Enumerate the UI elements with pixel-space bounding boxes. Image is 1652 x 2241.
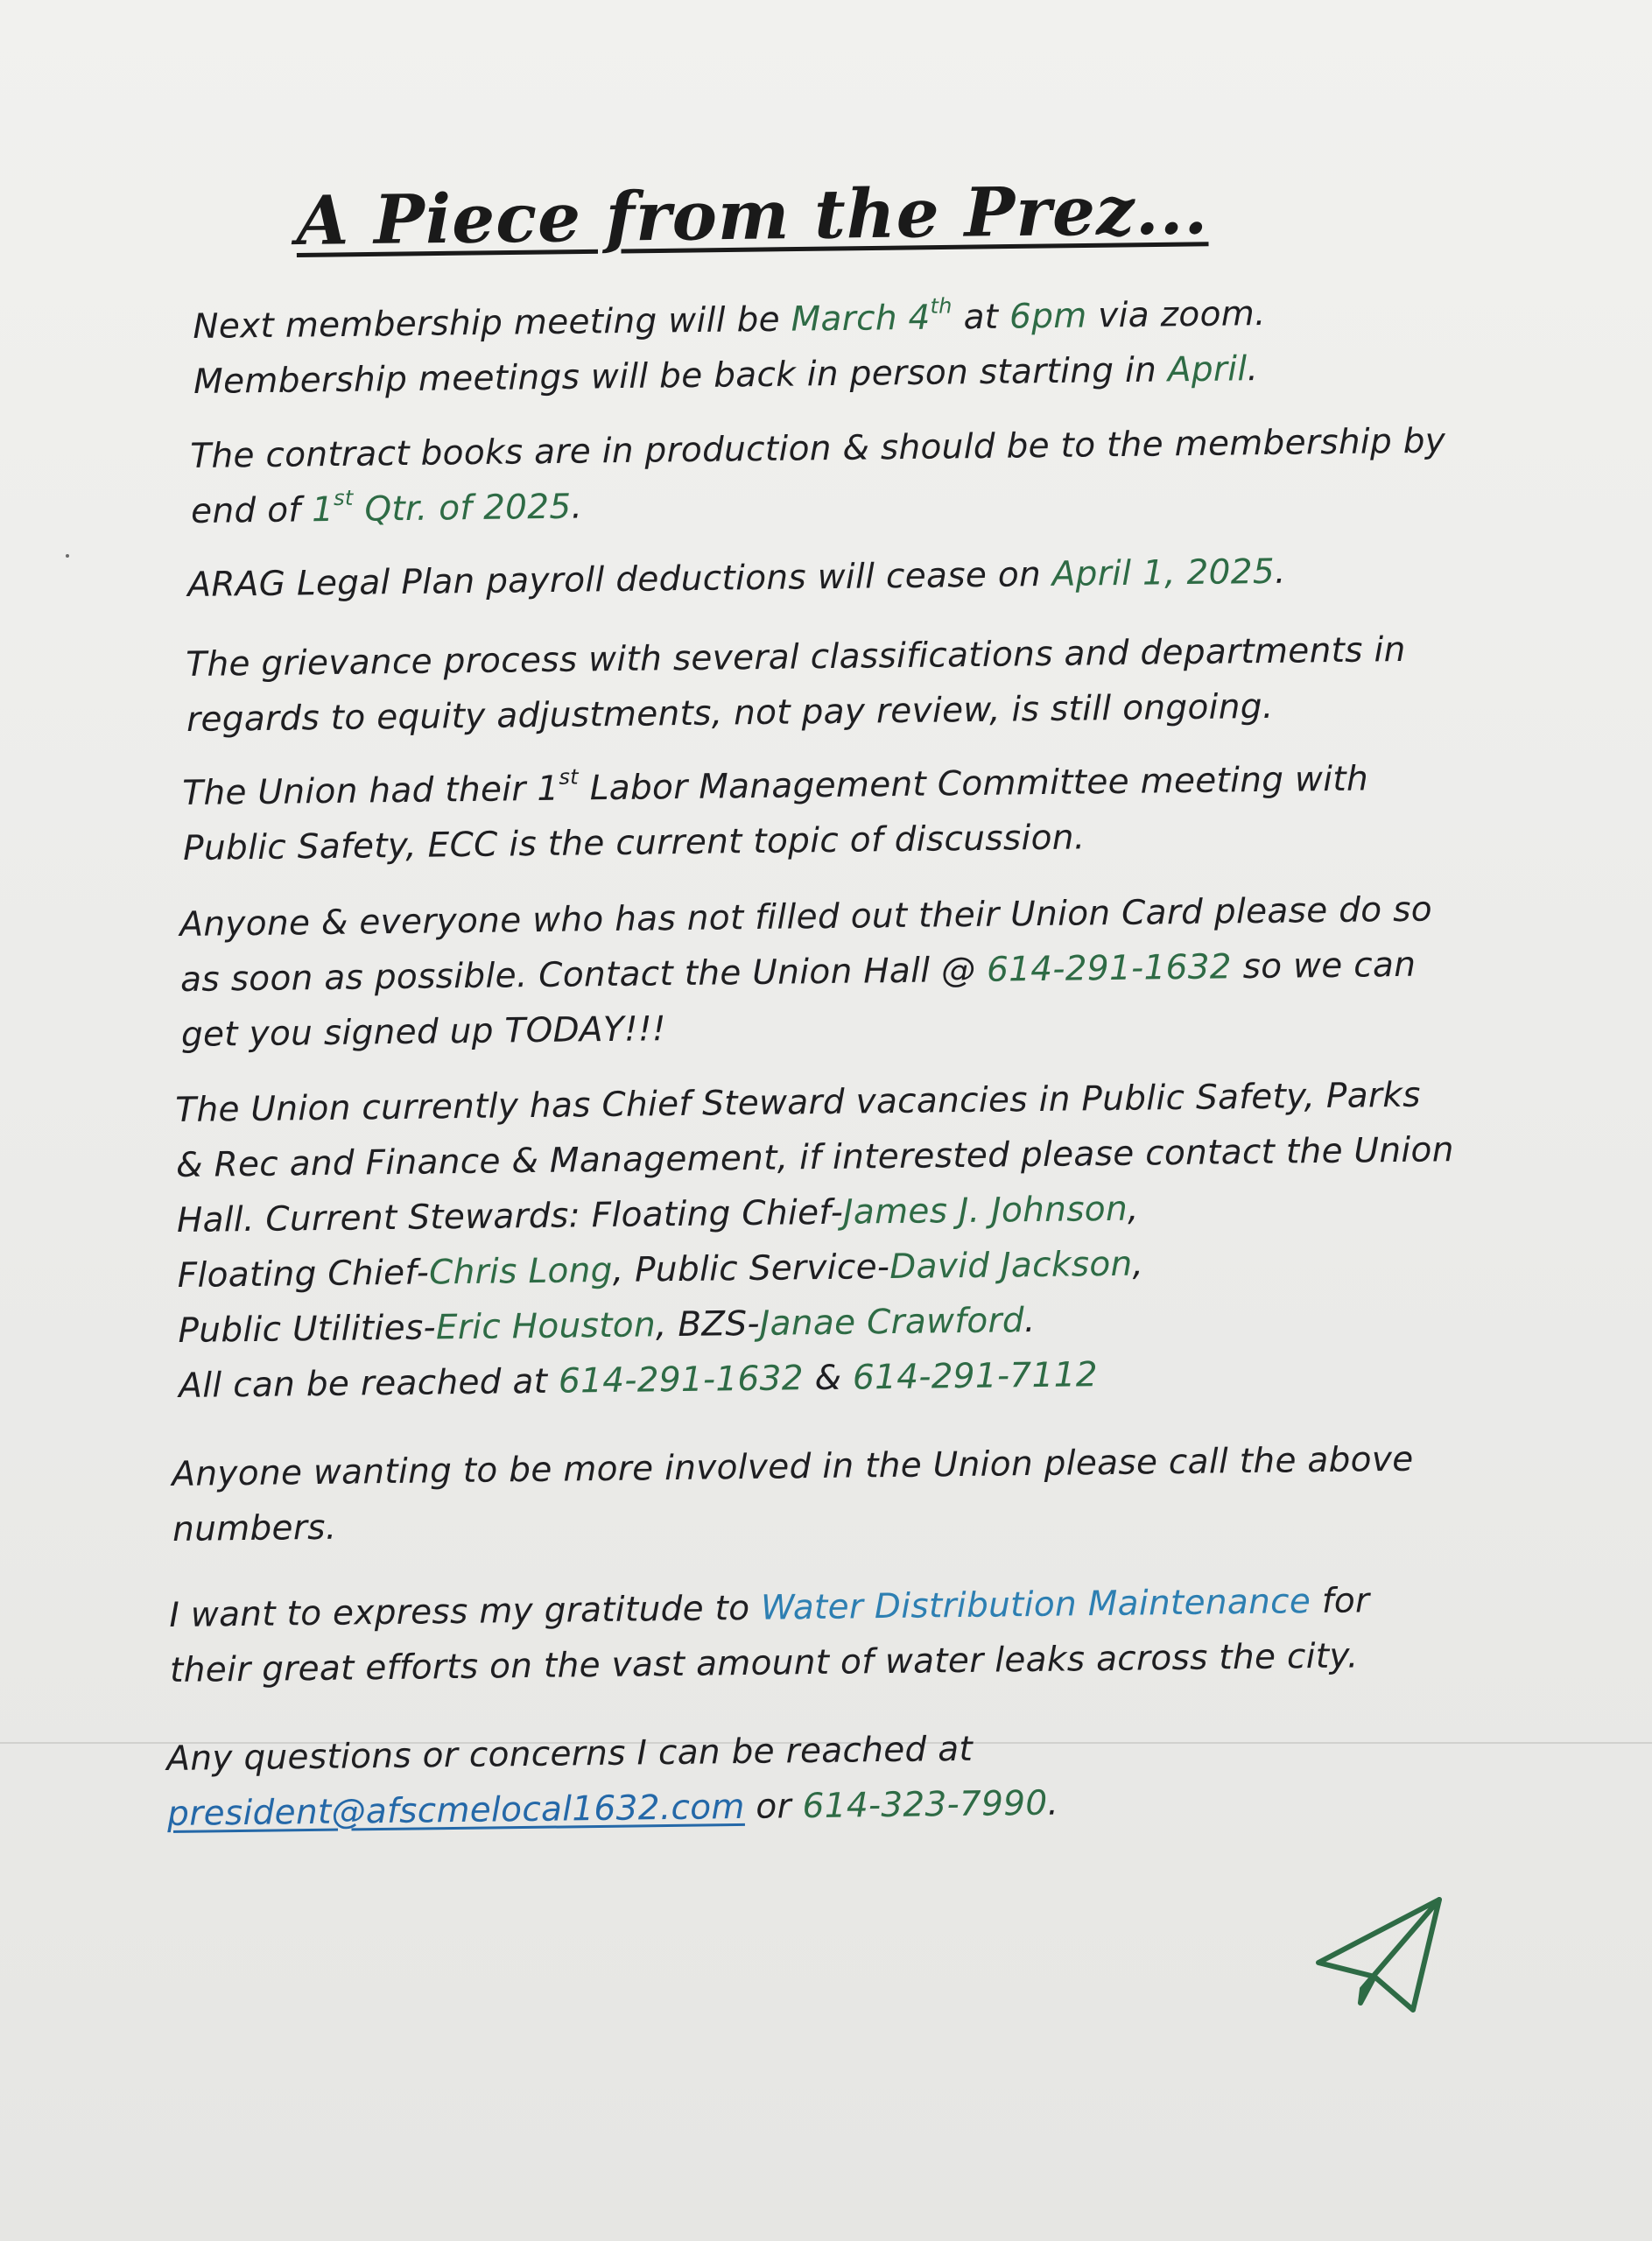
gratitude-paragraph [169,1573,1371,1698]
grievance-paragraph [186,622,1407,748]
contract-paragraph [190,413,1446,539]
president-phone: 614-323-7990 [802,1783,1048,1827]
stewards-paragraph [175,1067,1457,1414]
labor-line-2: Public Safety, ECC is the current topic of discussion. [182,818,1086,868]
labor-paragraph [182,751,1369,876]
involved-paragraph [172,1432,1415,1557]
stewards-line-3: Hall. Current Stewards: Floating Chief-James J. Johnson, [176,1189,1139,1240]
president-email-link[interactable]: president@afscmelocal1632.com [166,1787,745,1834]
union-card-line-3: get you signed up TODAY!!! [180,1009,667,1055]
meeting-line-2: Membership meetings will be back in person starting in April. [193,349,1259,402]
grievance-line-1: The grievance process with several classifications and departments in [186,629,1406,685]
contract-line-1: The contract books are in production & should be to the membership by [190,421,1446,476]
involved-line-1: Anyone wanting to be more involved in the Union please call the above [172,1439,1414,1494]
contact-paragraph [166,1721,1059,1842]
gratitude-line-1: I want to express my gratitude to Water Distribution Maintenance for [169,1581,1370,1635]
contact-line-1: Any questions or concerns I can be reached at [166,1729,974,1779]
stewards-line-1: The Union currently has Chief Steward vacancies in Public Safety, Parks [175,1075,1422,1130]
involved-line-2: numbers. [172,1507,337,1549]
gratitude-line-2: their great efforts on the vast amount of water leaks across the city. [169,1636,1359,1690]
labor-line-1: The Union had their 1st Labor Management Committee meeting with [182,759,1369,813]
union-card-line-1: Anyone & everyone who has not filled out their Union Card please do so [179,889,1433,945]
paper-plane-icon [1311,1891,1445,2015]
arag-paragraph [187,544,1286,613]
union-card-line-2: as soon as possible. Contact the Union Hall @ 614-291-1632 so we can [179,945,1417,1000]
arag-line: ARAG Legal Plan payroll deductions will cease on April 1, 2025. [187,551,1286,605]
union-card-paragraph [179,882,1434,1063]
page-title: A Piece from the Prez... [295,171,1209,261]
contact-line-2: president@afscmelocal1632.com or 614-323-7990. [166,1783,1059,1834]
grievance-line-2: regards to equity adjustments, not pay review, is still ongoing. [186,686,1274,740]
meeting-line-1: Next membership meeting will be March 4th at 6pm via zoom. [193,293,1266,347]
meeting-paragraph [193,286,1267,410]
stewards-line-6: All can be reached at 614-291-1632 & 614-291-7112 [178,1355,1099,1406]
stewards-line-5: Public Utilities-Eric Houston, BZS-Janae Crawford. [178,1301,1036,1351]
stewards-line-4: Floating Chief-Chris Long, Public Service-David Jackson, [177,1244,1144,1296]
stewards-line-2: & Rec and Finance & Management, if interested please contact the Union [175,1130,1454,1185]
contract-line-2: end of 1st Qtr. of 2025. [190,485,583,531]
